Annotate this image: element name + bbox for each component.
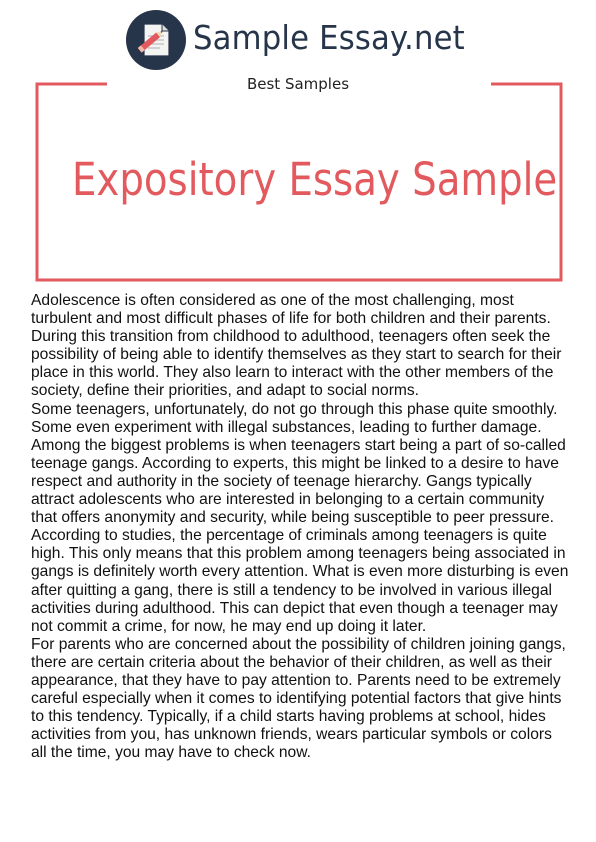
- paragraph: According to studies, the percentage of criminals among teenagers is quite high. This only means that this problem among teenagers being associated in gangs is definitely worth every attention. What is even more disturbing is even after quitting a gang, there is still a tendency to be involved in various illegal activities during adulthood. This can depict that even though a teenager may not commit a crime, for now, he may end up doing it later.: [31, 527, 569, 635]
- site-header: [0, 8, 596, 72]
- site-name: Sample Essay.net: [193, 18, 465, 57]
- paragraph: Adolescence is often considered as one of the most challenging, most turbulent and most difficult phases of life for both children and their parents. During this transition from childhood to adulthood, teenagers often seek the possibility of being able to identify themselves as they start to search for their place in this world. They also learn to interact with the other members of the society, define their priorities, and adapt to social norms.: [31, 292, 562, 400]
- tagline: Best Samples: [246, 75, 350, 93]
- paragraph: Some teenagers, unfortunately, do not go through this phase quite smoothly. Some even experiment with illegal substances, leading to further damage. Among the biggest problems is when teenagers start being a part of so-called teenage gangs. According to experts, this might be linked to a desire to have respect and authority in the society of teenage hierarchy. Gangs typically attract adolescents who are interested in belonging to a certain community that offers anonymity and security, while being susceptible to peer pressure.: [31, 400, 566, 527]
- essay-body: [31, 292, 571, 762]
- pencil-document-icon: [126, 10, 186, 70]
- paragraph: For parents who are concerned about the possibility of children joining gangs, there are certain criteria about the behavior of their children, as well as their appearance, that they have to pay attention to. Parents need to be extremely careful especially when it comes to identifying potential factors that give hints to this tendency. Typically, if a child starts having problems at school, hides activities from you, has unknown friends, wears particular symbols or colors all the time, you may have to check now.: [31, 635, 566, 762]
- page-title: Expository Essay Sample: [71, 153, 558, 206]
